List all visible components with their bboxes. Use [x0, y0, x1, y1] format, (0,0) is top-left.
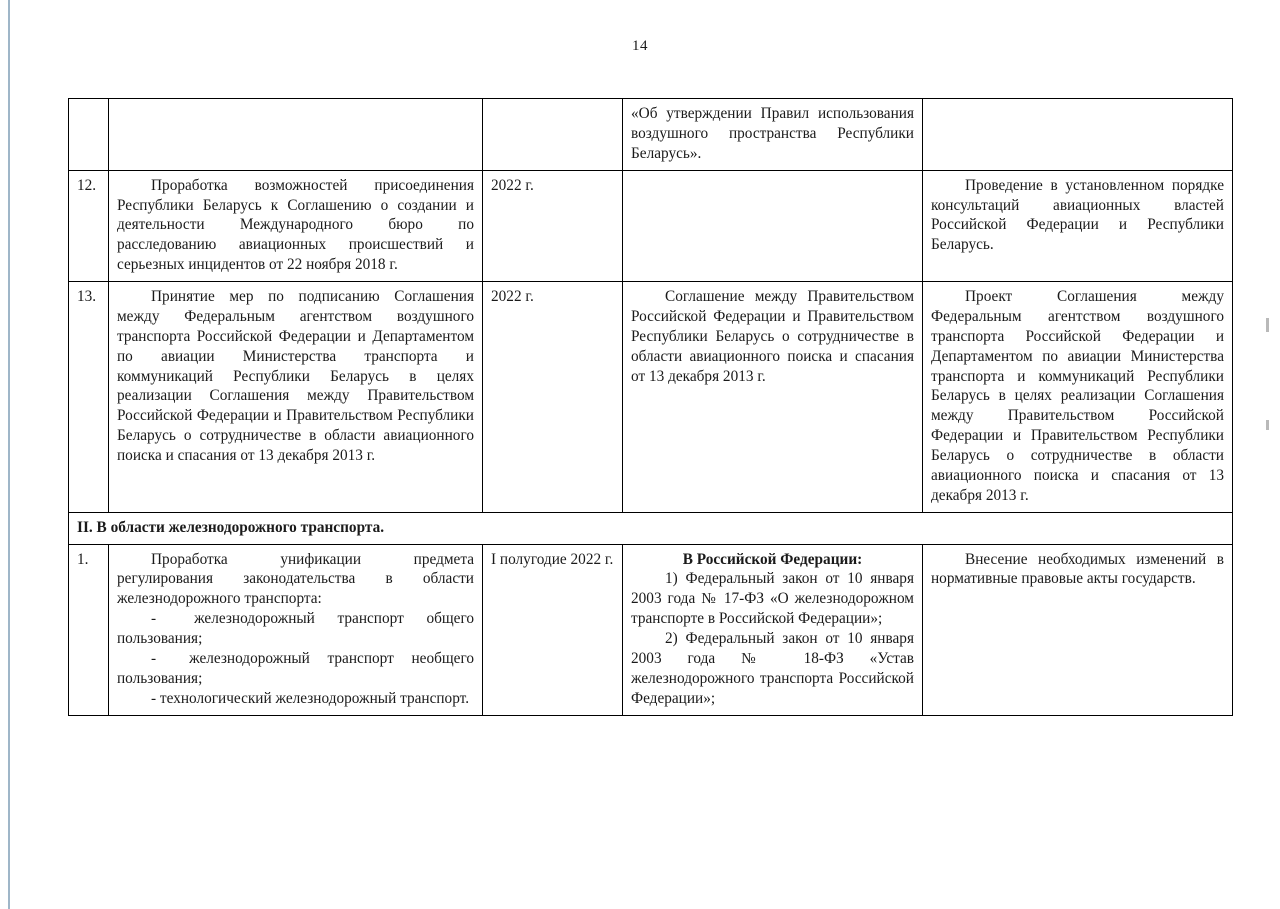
row-measure-text: Проработка возможностей присоединения Республики Беларусь к Соглашению о создании и деятельности Международного бюро по расследованию авиационных происшествий и серьезных инцидентов от 22 ноября 2018 г.	[117, 176, 474, 274]
row-result: «Об утверждении Правил использования воздушного пространства Республики Беларусь».	[623, 99, 923, 171]
row-result-heading: В Российской Федерации:	[682, 550, 863, 568]
row-result-item: 1) Федеральный закон от 10 января 2003 года № 17-ФЗ «О железнодорожном транспорте в Российской Федерации»;	[631, 570, 914, 628]
row-result	[623, 544, 923, 715]
row-measure	[109, 170, 483, 281]
row-result	[623, 282, 923, 513]
row-number: 1.	[69, 544, 109, 715]
section-heading: II. В области железнодорожного транспорта.	[69, 512, 1233, 544]
row-measure	[109, 99, 483, 171]
row-number: 13.	[69, 282, 109, 513]
row-measure-item: - железнодорожный транспорт необщего пользования;	[117, 649, 474, 687]
row-term: 2022 г.	[483, 170, 623, 281]
row-result-item: 2) Федеральный закон от 10 января 2003 года № 18-ФЗ «Устав железнодорожного транспорта Российской Федерации»;	[631, 630, 914, 707]
row-note	[923, 170, 1233, 281]
row-number: 12.	[69, 170, 109, 281]
row-note	[923, 282, 1233, 513]
table-row	[69, 282, 1233, 513]
section-heading-row	[69, 512, 1233, 544]
row-measure	[109, 544, 483, 715]
row-measure	[109, 282, 483, 513]
row-note	[923, 99, 1233, 171]
table-row	[69, 170, 1233, 281]
table-row	[69, 544, 1233, 715]
row-note-text: Внесение необходимых изменений в нормативные правовые акты государств.	[931, 550, 1224, 588]
row-measure-text: Принятие мер по подписанию Соглашения между Федеральным агентством воздушного транспорта Российской Федерации и Департаментом по авиации Министерства транспорта и коммуникаций Республики Беларусь в целях реализации Соглашения между Правительством Российской Федерации и Правительством Республики Беларусь о сотрудничестве в области авиационного поиска и спасания от 13 декабря 2013 г.	[117, 288, 474, 464]
row-note-text: Проведение в установленном порядке консультаций авиационных властей Российской Федерации и Республики Беларусь.	[931, 176, 1224, 254]
row-measure-item: - железнодорожный транспорт общего пользования;	[117, 610, 474, 647]
row-term: 2022 г.	[483, 282, 623, 513]
page-number: 14	[632, 38, 648, 54]
row-result	[623, 170, 923, 281]
page-edge-artifact	[8, 0, 10, 909]
row-result-text: Соглашение между Правительством Российской Федерации и Правительством Республики Беларусь о сотрудничестве в области авиационного поиска и спасания от 13 декабря 2013 г.	[631, 288, 914, 385]
row-measure-item: - технологический железнодорожный транспорт.	[151, 689, 470, 707]
row-term	[483, 99, 623, 171]
scan-artifact-mark	[1266, 420, 1269, 430]
row-note-text: Проект Соглашения между Федеральным агентством воздушного транспорта Российской Федерации и Департаментом по авиации Министерства транспорта и коммуникаций Республики Беларусь в целях реализации Соглашения между Правительством Российской Федерации и Правительством Республики Беларусь о сотрудничестве в области авиационного поиска и спасания от 13 декабря 2013 г.	[931, 288, 1224, 504]
row-number	[69, 99, 109, 171]
measures-table	[68, 98, 1233, 716]
row-term: I полугодие 2022 г.	[483, 544, 623, 715]
row-measure-intro: Проработка унификации предмета регулирования законодательства в области железнодорожного транспорта:	[117, 550, 474, 608]
row-note	[923, 544, 1233, 715]
scan-artifact-mark	[1266, 318, 1269, 332]
table-row	[69, 99, 1233, 171]
